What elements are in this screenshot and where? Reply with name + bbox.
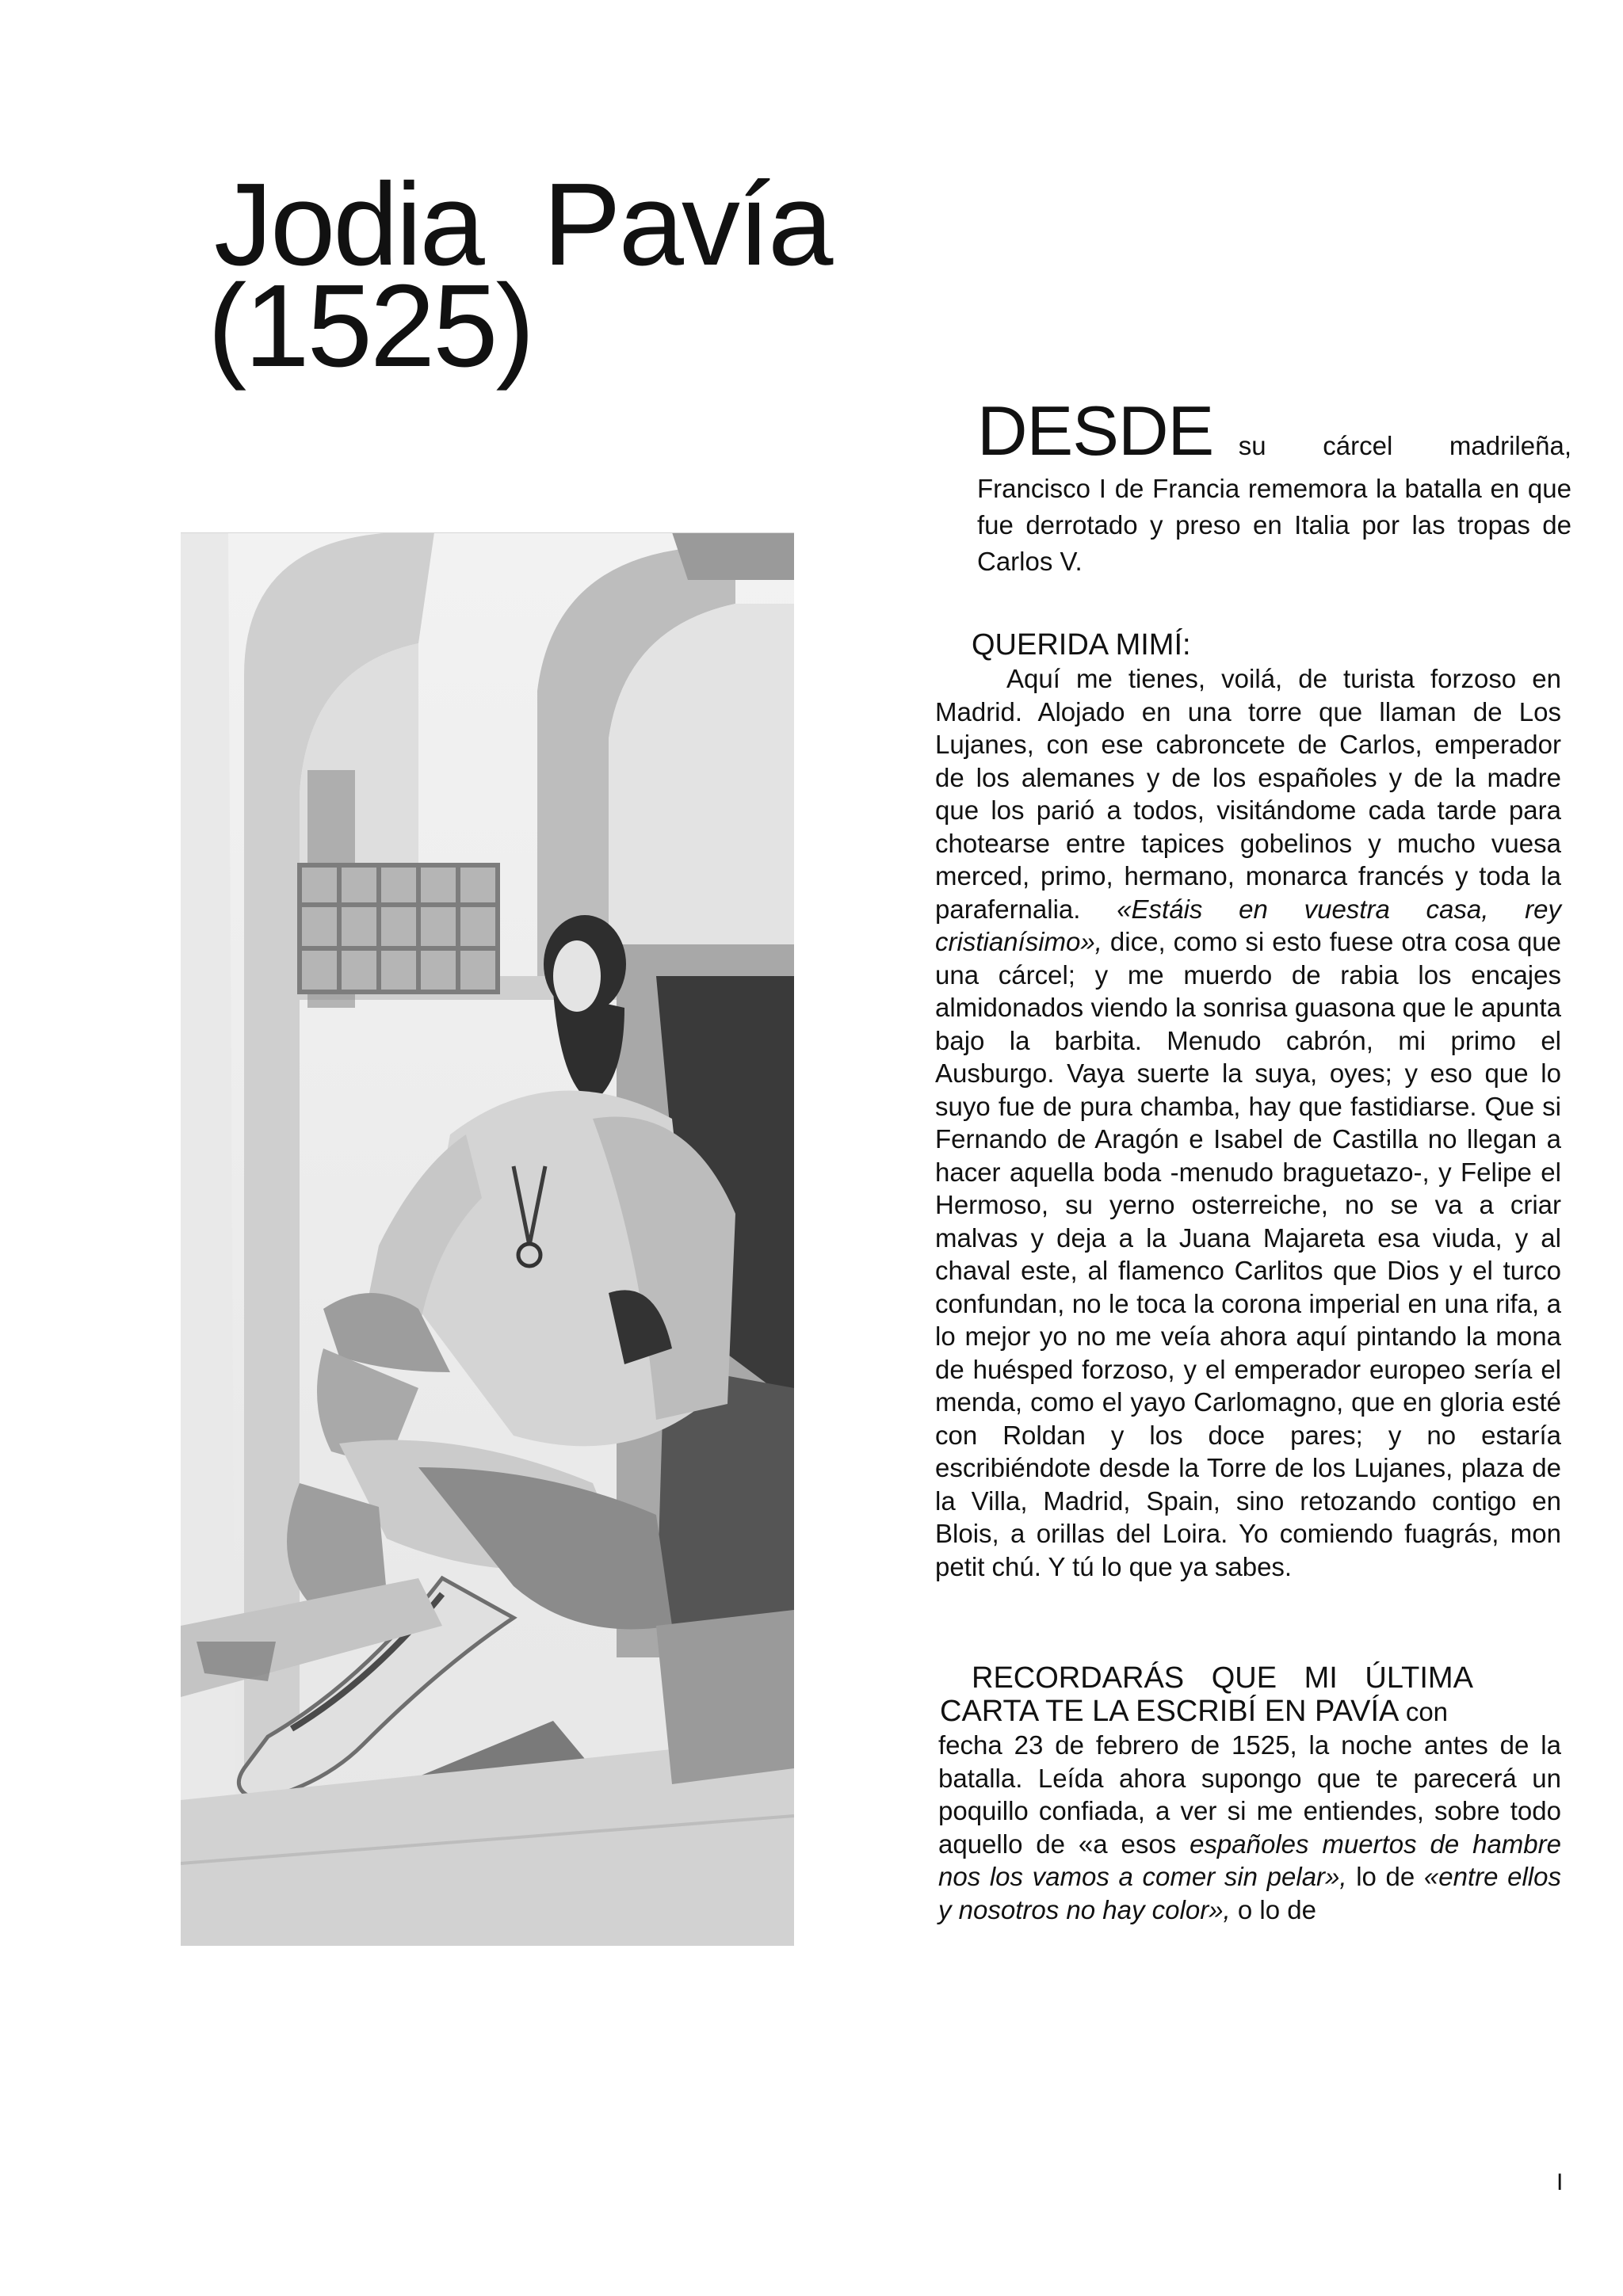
heading-line-1: RECORDARÁS QUE MI ÚLTIMA <box>972 1661 1473 1695</box>
page-number: I <box>1556 2169 1564 2195</box>
paragraph-text: fecha 23 de febrero de 1525, la noche antes de la batalla. Leída ahora supongo que te parecerá un poquillo confiada, a ver si me entiendes, sobre todo aquello de «a esos <box>938 1730 1561 1859</box>
article-title <box>208 159 831 391</box>
heading-tail: con <box>1405 1697 1449 1726</box>
paragraph-text: dice, como si esto fuese otra cosa que una cárcel; y me muerdo de rabia los encajes almidonados viendo la sonrisa guasona que le apunta bajo la barbita. Menudo cabrón, mi primo el Ausburgo. Vaya suerte la suya, oyes; y eso que lo suyo fue de pura chamba, hay que fastidiarse. Que si Fernando de Aragón e Isabel de Castilla no llegan a hacer aquella boda -menudo braguetazo-, y Felipe el Hermoso, su yerno osterreiche, no se va a criar malvas y deja a la Juana Majareta esa viuda, y al chaval este, al flamenco Carlitos que Dios y el turco confundan, no le toca la corona imperial en una rifa, a lo mejor yo no me veía ahora aquí pintando la mona de huésped forzoso, y el emperador europeo sería el menda, como el yayo Carlomagno, que en gloria esté con Roldan y los doce pares; y no estaría escribiéndote desde la Torre de los Lujanes, plaza de la Villa, Madrid, Spain, sino retozando contigo en Blois, a orillas del Loira. Yo comiendo fuagrás, mon petit chú. Y tú lo que ya sabes. <box>935 927 1561 1581</box>
quote-italic: «Estáis en vuestra casa, rey cristianísimo», <box>935 894 1561 956</box>
intro-word: su <box>1238 431 1266 460</box>
section-heading <box>935 1661 1561 1729</box>
illustration-king-portrait <box>181 532 794 1946</box>
title-line-2: (1525) <box>208 261 533 391</box>
heading-line-2-text: CARTA TE LA ESCRIBÍ EN PAVÍA <box>940 1695 1398 1728</box>
intro-text: Francisco I de Francia rememora la batalla en que fue derrotado y preso en Italia por las tropas de Carlos V. <box>977 474 1571 576</box>
letter-paragraph <box>935 662 1561 1583</box>
quote-italic: «entre ellos y nosotros no hay color», <box>938 1862 1561 1924</box>
intro-first-line <box>977 391 1571 470</box>
paragraph-text: o lo de <box>1230 1894 1316 1924</box>
letter-section-2 <box>935 1661 1561 1926</box>
letter-section-1 <box>935 627 1561 1583</box>
intro-word: madrileña, <box>1449 431 1571 460</box>
intro-summary <box>977 391 1571 580</box>
title-line-1: Jodia Pavía <box>214 159 831 290</box>
paragraph-text: Aquí me tienes, voilá, de turista forzoso en Madrid. Alojado en una torre que llaman de Los Lujanes, con ese cabroncete de Carlos, emperador de los alemanes y de los españoles y de la madre que los parió a todos, visitándome cada tarde para chotearse entre tapices gobelinos y mucho vuesa merced, primo, hermano, monarca francés y toda la parafernalia. <box>935 664 1561 924</box>
intro-word: cárcel <box>1323 431 1393 460</box>
heading-line-2 <box>940 1695 1561 1729</box>
letter-paragraph <box>938 1729 1561 1926</box>
quote-italic: españoles muertos de hambre nos los vamos a comer sin pelar», <box>938 1829 1561 1891</box>
paragraph-text: lo de <box>1346 1862 1424 1891</box>
intro-drop-word: DESDE <box>977 391 1214 470</box>
letter-salutation: QUERIDA MIMÍ: <box>972 628 1191 662</box>
